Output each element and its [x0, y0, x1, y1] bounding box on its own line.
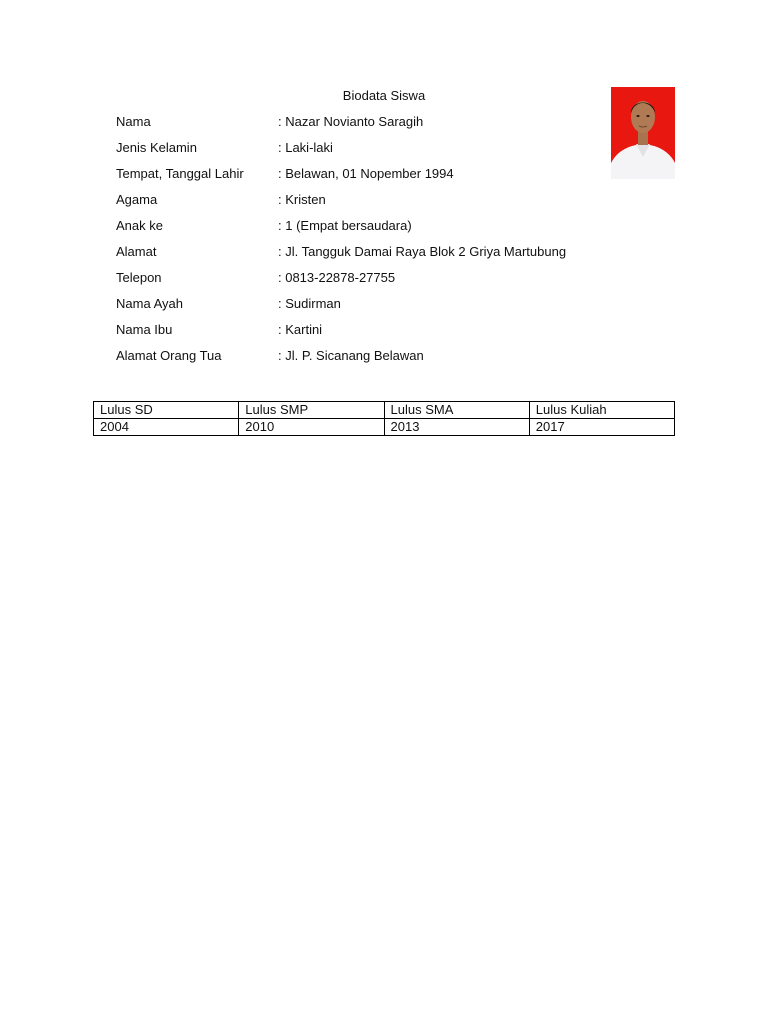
- document-title: Biodata Siswa: [342, 88, 426, 103]
- person-portrait-icon: [611, 87, 675, 179]
- field-label: Nama Ibu: [116, 322, 173, 337]
- field-value: : Laki-laki: [278, 140, 333, 155]
- field-label: Jenis Kelamin: [116, 140, 197, 155]
- field-label: Agama: [116, 192, 158, 207]
- field-value: : 1 (Empat bersaudara): [278, 218, 412, 233]
- table-cell: 2010: [239, 419, 384, 436]
- field-value: : Kristen: [278, 192, 326, 207]
- education-table: [93, 401, 675, 436]
- profile-photo: [611, 87, 675, 179]
- field-jenis-kelamin: [116, 139, 616, 157]
- field-label: Nama Ayah: [116, 296, 183, 311]
- table-header-cell: Lulus SMP: [239, 402, 384, 419]
- field-label: Nama: [116, 114, 151, 129]
- field-value: : Belawan, 01 Nopember 1994: [278, 166, 454, 181]
- field-anak-ke: [116, 217, 616, 235]
- field-value: : Sudirman: [278, 296, 341, 311]
- table-header-row: [94, 402, 675, 419]
- field-tempat-tanggal-lahir: [116, 165, 616, 183]
- field-value: : Nazar Novianto Saragih: [278, 114, 424, 129]
- table-cell: 2013: [384, 419, 529, 436]
- field-label: Telepon: [116, 270, 162, 285]
- field-label: Tempat, Tanggal Lahir: [116, 166, 244, 181]
- table-header-cell: Lulus Kuliah: [529, 402, 674, 419]
- field-value: : Jl. Tangguk Damai Raya Blok 2 Griya Martubung: [278, 244, 567, 259]
- field-value: : 0813-22878-27755: [278, 270, 396, 285]
- table-cell: 2004: [94, 419, 239, 436]
- field-nama: [116, 113, 616, 131]
- field-agama: [116, 191, 616, 209]
- field-label: Anak ke: [116, 218, 163, 233]
- field-nama-ibu: [116, 321, 616, 339]
- table-header-cell: Lulus SD: [94, 402, 239, 419]
- field-value: : Jl. P. Sicanang Belawan: [278, 348, 424, 363]
- table-header-cell: Lulus SMA: [384, 402, 529, 419]
- table-cell: 2017: [529, 419, 674, 436]
- field-telepon: [116, 269, 616, 287]
- field-label: Alamat: [116, 244, 157, 259]
- field-label: Alamat Orang Tua: [116, 348, 222, 363]
- field-alamat-orang-tua: [116, 347, 616, 365]
- field-alamat: [116, 243, 616, 261]
- table-row: [94, 419, 675, 436]
- field-nama-ayah: [116, 295, 616, 313]
- field-value: : Kartini: [278, 322, 323, 337]
